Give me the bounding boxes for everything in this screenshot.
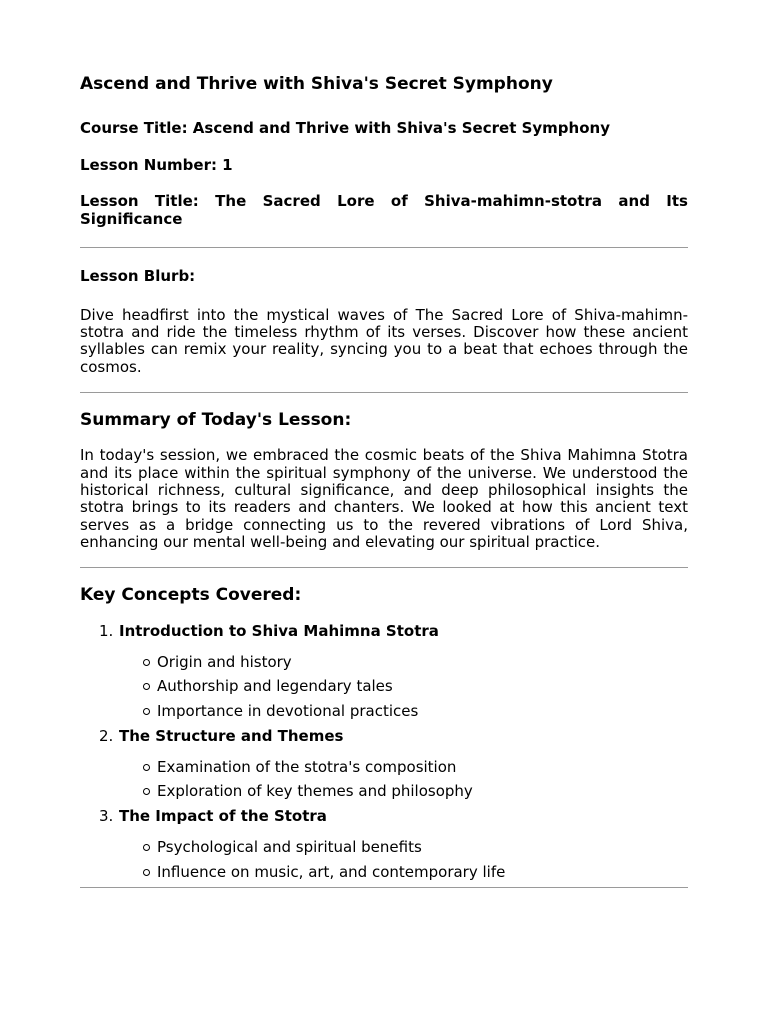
concepts-heading: Key Concepts Covered: — [80, 584, 302, 605]
concept-title: The Impact of the Stotra — [119, 807, 327, 826]
concept-item — [99, 726, 688, 801]
divider — [80, 567, 688, 568]
document-page — [80, 0, 688, 888]
course-title: Course Title: Ascend and Thrive with Shiva's Secret Symphony — [80, 119, 610, 137]
divider — [80, 887, 688, 888]
divider — [80, 247, 688, 248]
lesson-number: Lesson Number: 1 — [80, 155, 233, 174]
concepts-list — [80, 622, 688, 881]
concept-subtopics — [119, 758, 688, 801]
concept-number: 2. — [99, 726, 114, 745]
concept-number: 3. — [99, 807, 114, 826]
document-title: Ascend and Thrive with Shiva's Secret Symphony — [80, 74, 553, 94]
subtopic-item: Origin and history — [157, 653, 688, 671]
blurb-heading: Lesson Blurb: — [80, 267, 196, 285]
subtopic-item: Influence on music, art, and contemporary life — [157, 863, 688, 881]
concept-title: Introduction to Shiva Mahimna Stotra — [119, 621, 439, 640]
blurb-text: Dive headfirst into the mystical waves of The Sacred Lore of Shiva-mahimn-stotra and ride the timeless rhythm of its verses. Discover how these ancient syllables can remix your reality, syncing you to a beat that echoes through the cosmos. — [80, 305, 688, 376]
subtopic-item: Authorship and legendary tales — [157, 677, 688, 695]
concept-title: The Structure and Themes — [119, 726, 344, 745]
summary-heading: Summary of Today's Lesson: — [80, 410, 352, 431]
summary-text: In today's session, we embraced the cosmic beats of the Shiva Mahimna Stotra and its place within the spiritual symphony of the universe. We understood the historical richness, cultural significance, and deep philosophical insights the stotra brings to its readers and chanters. We looked at how this ancient text serves as a bridge connecting us to the revered vibrations of Lord Shiva, enhancing our mental well-being and elevating our spiritual practice. — [80, 446, 688, 552]
lesson-title: Lesson Title: The Sacred Lore of Shiva-mahimn-stotra and Its Significance — [80, 192, 688, 228]
concept-subtopics — [119, 653, 688, 720]
subtopic-item: Exploration of key themes and philosophy — [157, 782, 688, 800]
concept-item — [99, 621, 688, 720]
concept-subtopics — [119, 838, 688, 881]
concept-item — [99, 807, 688, 881]
subtopic-item: Examination of the stotra's composition — [157, 758, 688, 776]
subtopic-item: Importance in devotional practices — [157, 702, 688, 720]
concept-number: 1. — [99, 621, 114, 640]
divider — [80, 392, 688, 393]
subtopic-item: Psychological and spiritual benefits — [157, 838, 688, 856]
